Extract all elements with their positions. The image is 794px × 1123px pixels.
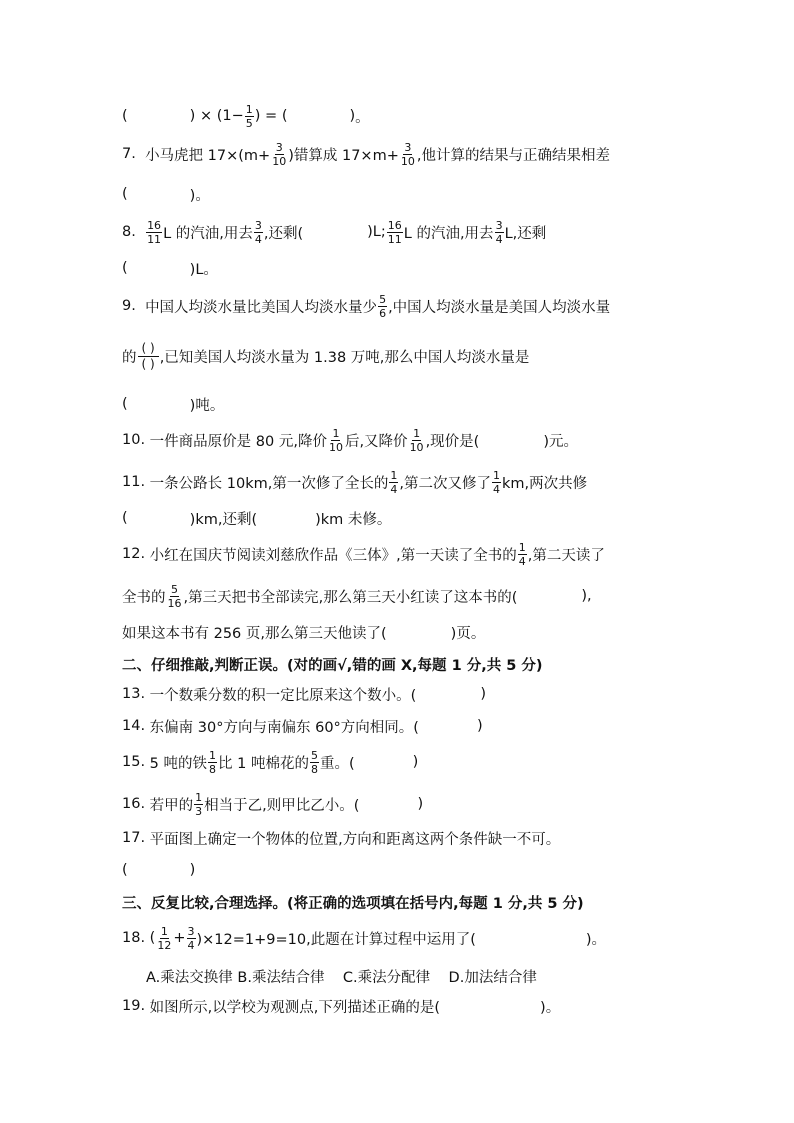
fraction: $\frac{1}{12}$	[157, 924, 172, 952]
question-18-options: A.乘法交换律 B.乘法结合律 C.乘法分配律 D.加法结合律	[146, 969, 537, 986]
question-9-answer: ( )吨。	[122, 396, 225, 414]
question-12-line2: 全书的 $\frac{5}{16}$ ,第三天把书全部读完,那么第三天小红读了这本书的( ),	[122, 582, 592, 610]
question-9: 9. 中国人均淡水量比美国人均淡水量少 $\frac{5}{6}$ ,中国人均淡水量是美国人均淡水量	[122, 292, 611, 320]
fraction: $\frac{5}{16}$	[167, 582, 182, 610]
fraction: $\frac{3}{10}$	[400, 140, 415, 168]
fraction: $\frac{1}{4}$	[518, 540, 526, 568]
question-8: 8. $\frac{16}{11}$ L 的汽油,用去 $\frac{3}{4}$ ,还剩( )L; $\frac{16}{11}$ L 的汽油,用去 $\frac{3}{4}$ L,还剩	[122, 218, 547, 246]
fraction: $\frac{3}{4}$	[187, 924, 195, 952]
question-9-line2: 的 ( ) ( ) ,已知美国人均淡水量为 1.38 万吨,那么中国人均淡水量是	[122, 340, 530, 371]
question-13: 13. 一个数乘分数的积一定比原来这个数小。( )	[122, 686, 486, 704]
fraction: $\frac{3}{4}$	[254, 218, 262, 246]
fraction: $\frac{1}{5}$	[245, 102, 253, 130]
fraction: $\frac{16}{11}$	[147, 218, 162, 246]
fraction: $\frac{1}{10}$	[409, 426, 424, 454]
q6-continuation: ( ) × ( 1− $\frac{1}{5}$ ) = ( ) 。	[122, 102, 370, 130]
fraction: $\frac{1}{3}$	[195, 790, 203, 818]
question-19: 19. 如图所示,以学校为观测点,下列描述正确的是( )。	[122, 998, 561, 1016]
question-7: 7. 小马虎把 17×(m+ $\frac{3}{10}$ )错算成 17×m+ $\frac{3}{10}$ ,他计算的结果与正确结果相差	[122, 140, 610, 168]
fraction: $\frac{16}{11}$	[387, 218, 402, 246]
question-8-answer: ( )L。	[122, 260, 218, 278]
question-10: 10. 一件商品原价是 80 元,降价 $\frac{1}{10}$ 后,又降价 $\frac{1}{10}$ ,现价是( )元。	[122, 426, 579, 454]
section-3-title: 三、反复比较,合理选择。(将正确的选项填在括号内,每题 1 分,共 5 分)	[122, 895, 584, 912]
question-11: 11. 一条公路长 10km,第一次修了全长的 $\frac{1}{4}$ ,第二次又修了 $\frac{1}{4}$ km,两次共修	[122, 468, 588, 496]
question-14: 14. 东偏南 30°方向与南偏东 60°方向相同。( )	[122, 718, 483, 736]
fraction: $\frac{3}{10}$	[272, 140, 287, 168]
fraction: $\frac{1}{4}$	[492, 468, 500, 496]
question-11-answer: ( )km,还剩( )km 未修。	[122, 510, 392, 528]
fraction: $\frac{5}{6}$	[379, 292, 387, 320]
fraction: $\frac{1}{8}$	[209, 748, 217, 776]
question-12: 12. 小红在国庆节阅读刘慈欣作品《三体》,第一天读了全书的 $\frac{1}{4}$ ,第二天读了	[122, 540, 605, 568]
fraction: $\frac{5}{8}$	[310, 748, 318, 776]
question-16: 16. 若甲的 $\frac{1}{3}$ 相当于乙,则甲比乙小。( )	[122, 790, 424, 818]
question-17-answer: ( )	[122, 862, 196, 878]
question-18: 18. ( $\frac{1}{12}$ + $\frac{3}{4}$ )×12=1+9=10,此题在计算过程中运用了( )。	[122, 924, 607, 952]
question-17: 17. 平面图上确定一个物体的位置,方向和距离这两个条件缺一不可。	[122, 830, 561, 848]
fraction: $\frac{3}{4}$	[495, 218, 503, 246]
fraction-blank[interactable]: ( ) ( )	[138, 341, 159, 372]
question-12-line3: 如果这本书有 256 页,那么第三天他读了( )页。	[122, 625, 486, 642]
question-7-answer: ( )。	[122, 186, 210, 204]
fraction: $\frac{1}{4}$	[390, 468, 398, 496]
question-15: 15. 5 吨的铁 $\frac{1}{8}$ 比 1 吨棉花的 $\frac{5}{8}$ 重。( )	[122, 748, 419, 776]
fraction: $\frac{1}{10}$	[328, 426, 343, 454]
section-2-title: 二、仔细推敲,判断正误。(对的画√,错的画 X,每题 1 分,共 5 分)	[122, 657, 543, 674]
